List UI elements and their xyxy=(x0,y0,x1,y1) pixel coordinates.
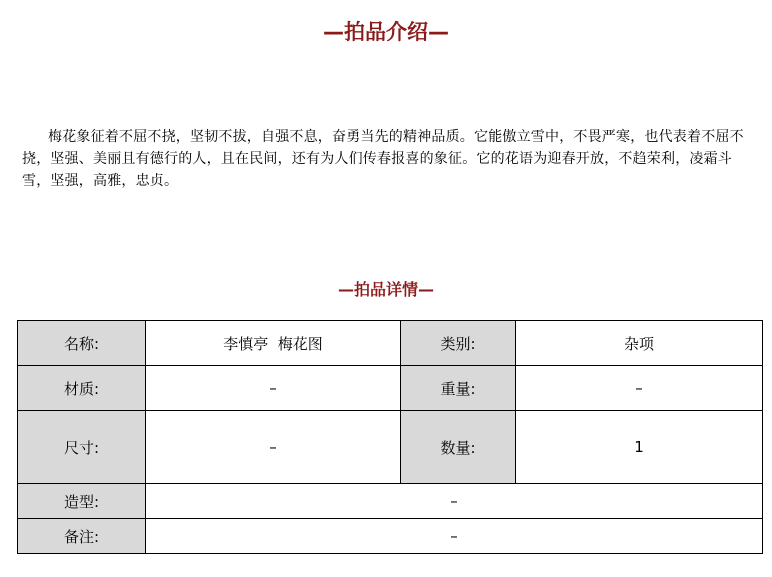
material-value: – xyxy=(146,366,401,411)
intro-title: —拍品介绍— xyxy=(323,20,449,44)
category-value: 杂项 xyxy=(516,321,763,366)
category-label: 类别: xyxy=(401,321,516,366)
weight-label: 重量: xyxy=(401,366,516,411)
details-table xyxy=(17,320,763,554)
size-label: 尺寸: xyxy=(18,411,146,484)
details-row-name xyxy=(18,321,763,366)
details-row-remarks xyxy=(18,519,763,554)
name-label: 名称: xyxy=(18,321,146,366)
shape-value: – xyxy=(146,484,763,519)
details-title: —拍品详情— xyxy=(337,280,434,299)
quantity-label: 数量: xyxy=(401,411,516,484)
name-value: 李慎亭 梅花图 xyxy=(146,321,401,366)
intro-paragraph: 梅花象征着不屈不挠，坚韧不拔，自强不息，奋勇当先的精神品质。它能傲立雪中，不畏严寒，也代表着不屈不挠，坚强、美丽且有德行的人，且在民间，还有为人们传春报喜的象征。它的花语为迎春开放，不趋荣利，凌霜斗雪，坚强，高雅，忠贞。 xyxy=(22,129,744,189)
material-label: 材质: xyxy=(18,366,146,411)
weight-value: – xyxy=(516,366,763,411)
details-row-size xyxy=(18,411,763,484)
details-row-material xyxy=(18,366,763,411)
size-value: – xyxy=(146,411,401,484)
shape-label: 造型: xyxy=(18,484,146,519)
remarks-value: – xyxy=(146,519,763,554)
quantity-value: 1 xyxy=(516,411,763,484)
remarks-label: 备注: xyxy=(18,519,146,554)
details-row-shape xyxy=(18,484,763,519)
